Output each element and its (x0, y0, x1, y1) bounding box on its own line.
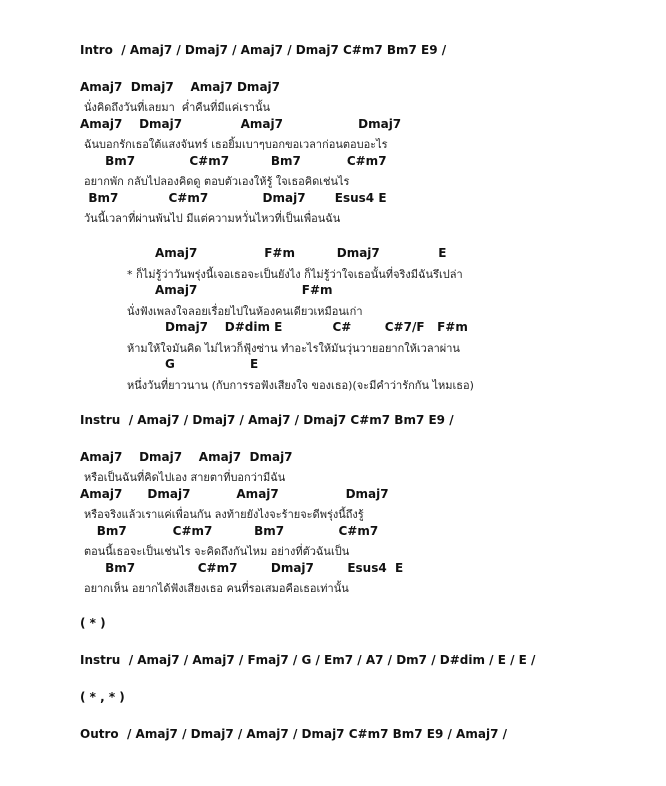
chorus-lyric-4: หนึ่งวันที่ยาวนาน (กับการรอฟังเสียงใจ ของเธอ)(จะมีคำว่ารักกัน ไหมเธอ) (127, 379, 474, 392)
chorus-repeat-marker: ( * ) (80, 616, 106, 630)
chorus-chords-2: Amaj7 F#m (155, 283, 333, 297)
verse2-chords-1: Amaj7 Dmaj7 Amaj7 Dmaj7 (80, 450, 293, 464)
outro-line: Outro / Amaj7 / Dmaj7 / Amaj7 / Dmaj7 C#m7 Bm7 E9 / Amaj7 / (80, 727, 507, 741)
verse2-chords-3: Bm7 C#m7 Bm7 C#m7 (80, 524, 379, 538)
verse1-lyric-1: นั่งคิดถึงวันที่เลยมา ค่ำคืนที่มีแค่เรานั้น (84, 101, 270, 114)
verse2-lyric-1: หรือเป็นฉันที่คิดไปเอง สายตาที่บอกว่ามีฉัน (84, 471, 286, 484)
verse1-chords-2: Amaj7 Dmaj7 Amaj7 Dmaj7 (80, 117, 402, 131)
verse1-chords-4: Bm7 C#m7 Dmaj7 Esus4 E (80, 191, 387, 205)
intro-line: Intro / Amaj7 / Dmaj7 / Amaj7 / Dmaj7 C#m7 Bm7 E9 / (80, 43, 447, 57)
verse2-lyric-2: หรือจริงแล้วเราแค่เพื่อนกัน ลงท้ายยังไงจะร้ายจะดีพรุ่งนี้ถึงรู้ (84, 508, 364, 521)
chorus-chords-4: G E (165, 357, 259, 371)
verse2-chords-2: Amaj7 Dmaj7 Amaj7 Dmaj7 (80, 487, 389, 501)
chorus-lyric-2: นั่งฟังเพลงใจลอยเรื่อยไปในห้องคนเดียวเหมือนเก่า (127, 305, 363, 318)
verse1-lyric-2: ฉันบอกรักเธอใต้แสงจันทร์ เธอยิ้มเบาๆบอกขอเวลาก่อนตอบอะไร (84, 138, 388, 151)
chorus-double-repeat-marker: ( * , * ) (80, 690, 125, 704)
instru-line-2: Instru / Amaj7 / Amaj7 / Fmaj7 / G / Em7 / A7 / Dm7 / D#dim / E / E / (80, 653, 536, 667)
verse2-chords-4: Bm7 C#m7 Dmaj7 Esus4 E (80, 561, 404, 575)
chorus-chords-3: Dmaj7 D#dim E C# C#7/F F#m (165, 320, 468, 334)
chorus-chords-1: Amaj7 F#m Dmaj7 E (155, 246, 447, 260)
instru-line-1: Instru / Amaj7 / Dmaj7 / Amaj7 / Dmaj7 C#m7 Bm7 E9 / (80, 413, 454, 427)
chorus-lyric-1: * ก็ไม่รู้ว่าวันพรุ่งนี้เจอเธอจะเป็นยังไง ก็ไม่รู้ว่าใจเธอนั้นที่จริงมีฉันรึเปล่า (127, 268, 463, 281)
chorus-lyric-3: ห้ามให้ใจมันคิด ไม่ไหวก็ฟุ้งซ่าน ทำอะไรให้มันวุ่นวายอยากให้เวลาผ่าน (127, 342, 460, 355)
verse1-chords-3: Bm7 C#m7 Bm7 C#m7 (80, 154, 387, 168)
verse2-lyric-3: ตอนนี้เธอจะเป็นเช่นไร จะคิดถึงกันไหม อย่างที่ตัวฉันเป็น (84, 545, 350, 558)
verse1-lyric-4: วันนี้เวลาที่ผ่านพ้นไป มีแต่ความหวั่นไหวที่เป็นเพื่อนฉัน (84, 212, 341, 225)
verse1-lyric-3: อยากพัก กลับไปลองคิดดู ตอบตัวเองให้รู้ ใจเธอคิดเช่นไร (84, 175, 350, 188)
verse2-lyric-4: อยากเห็น อยากได้ฟังเสียงเธอ คนที่รอเสมอคือเธอเท่านั้น (84, 582, 349, 595)
verse1-chords-1: Amaj7 Dmaj7 Amaj7 Dmaj7 (80, 80, 280, 94)
